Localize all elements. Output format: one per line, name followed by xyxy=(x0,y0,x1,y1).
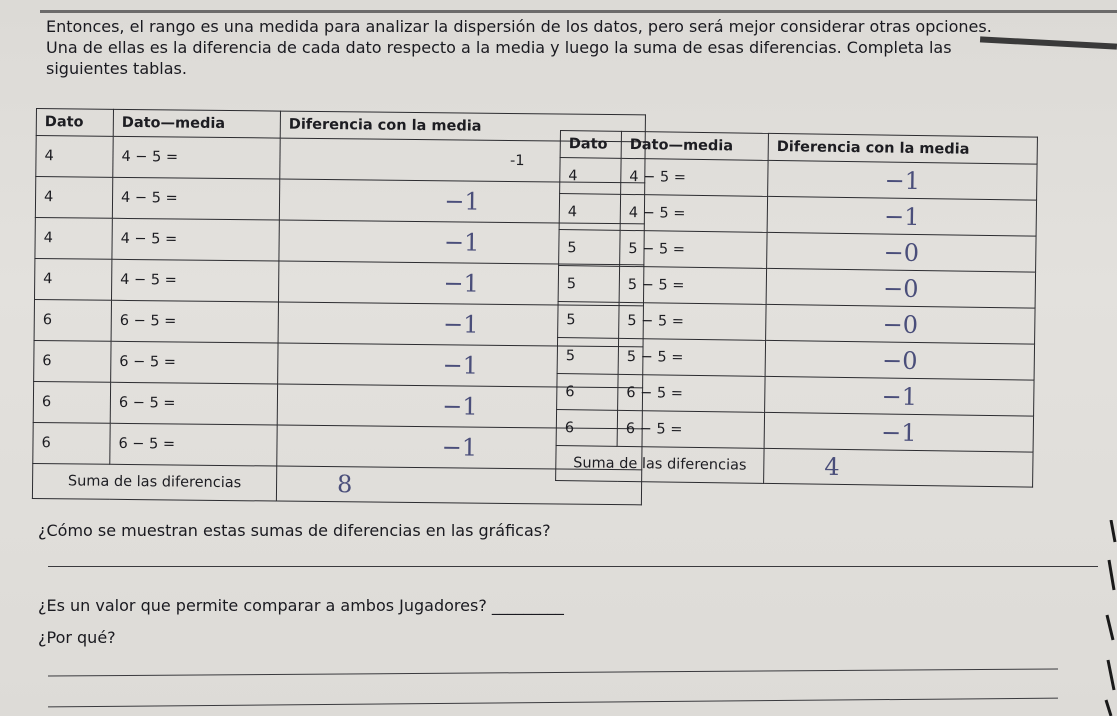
table-jugador-2 xyxy=(555,130,1038,488)
table-row xyxy=(34,299,643,346)
table-row xyxy=(35,217,644,264)
cell-dato: 6 xyxy=(33,381,110,423)
question-2-text: ¿Es un valor que permite comparar a ambos Jugadores? xyxy=(38,596,487,615)
intro-line-3: siguientes tablas. xyxy=(46,59,187,78)
cell-dato: 4 xyxy=(35,177,112,219)
answer-line-1[interactable] xyxy=(48,566,1098,567)
cell-expr: 6 − 5 = xyxy=(111,341,278,384)
sum-value-handwritten[interactable]: 8 xyxy=(276,466,641,505)
table-row xyxy=(34,258,643,305)
cell-expr: 5 − 5 = xyxy=(618,338,765,376)
cell-dato: 6 xyxy=(556,409,617,446)
cell-dato: 4 xyxy=(36,136,113,178)
table-jugador-1 xyxy=(32,108,646,505)
cell-dato: 4 xyxy=(35,217,112,259)
cell-diff-handwritten[interactable]: −1 xyxy=(279,220,644,265)
question-2-blank[interactable]: _________ xyxy=(491,596,564,615)
cell-expr: 6 − 5 = xyxy=(110,423,277,466)
question-2 xyxy=(38,596,564,615)
cell-diff-handwritten[interactable]: −1 xyxy=(278,343,643,388)
cell-expr: 4 − 5 = xyxy=(111,259,278,302)
sum-value-handwritten[interactable]: 4 xyxy=(764,448,1033,487)
header-dato: Dato xyxy=(560,131,621,159)
cell-dato: 6 xyxy=(34,340,111,382)
cell-dato: 5 xyxy=(558,265,619,302)
cell-expr: 4 − 5 = xyxy=(112,218,279,261)
cell-dato: 5 xyxy=(559,229,620,266)
cell-diff-handwritten[interactable]: −0 xyxy=(767,232,1036,272)
intro-line-1: Entonces, el rango es una medida para analizar la dispersión de los datos, pero será mejor considerar otras opciones. xyxy=(46,17,992,36)
cell-diff[interactable]: -1 xyxy=(280,138,645,183)
intro-line-2: Una de ellas es la diferencia de cada dato respecto a la media y luego la suma de esas diferencias. Completa las xyxy=(46,38,952,57)
cell-dato: 6 xyxy=(34,299,111,341)
cell-dato: 6 xyxy=(33,422,110,464)
cell-diff-handwritten[interactable]: −1 xyxy=(768,160,1037,200)
table-row xyxy=(33,422,642,469)
intro-paragraph xyxy=(46,16,1096,79)
cell-diff-handwritten[interactable]: −1 xyxy=(278,302,643,347)
sum-row xyxy=(556,445,1033,487)
cell-expr: 6 − 5 = xyxy=(111,300,278,343)
cell-diff-handwritten[interactable]: −1 xyxy=(767,196,1036,236)
cell-expr: 6 − 5 = xyxy=(110,382,277,425)
question-1: ¿Cómo se muestran estas sumas de diferencias en las gráficas? xyxy=(38,521,551,540)
cell-expr: 4 − 5 = xyxy=(112,177,279,220)
header-dato-media: Dato—media xyxy=(621,131,768,160)
cell-expr: 6 − 5 = xyxy=(618,374,765,412)
cell-diff-handwritten[interactable]: −0 xyxy=(765,340,1034,380)
cell-diff-handwritten[interactable]: −1 xyxy=(277,425,642,470)
top-edge-line xyxy=(40,10,1117,13)
cell-dato: 4 xyxy=(34,258,111,300)
header-diferencia: Diferencia con la media xyxy=(280,111,645,142)
ink-marks-edge xyxy=(1097,520,1117,716)
sum-label: Suma de las diferencias xyxy=(32,463,276,501)
table-row xyxy=(36,136,645,183)
cell-expr: 4 − 5 = xyxy=(113,136,280,179)
table-row xyxy=(35,177,644,224)
cell-diff-handwritten[interactable]: −1 xyxy=(278,261,643,306)
answer-line-2[interactable] xyxy=(48,668,1058,676)
sum-label: Suma de las diferencias xyxy=(556,445,764,483)
table-row xyxy=(34,340,643,387)
cell-diff-handwritten[interactable]: −1 xyxy=(764,412,1033,452)
cell-expr: 5 − 5 = xyxy=(620,230,767,268)
cell-expr: 4 − 5 = xyxy=(620,194,767,232)
question-3: ¿Por qué? xyxy=(38,628,116,647)
cell-diff-handwritten[interactable]: −0 xyxy=(766,268,1035,308)
cell-diff-handwritten[interactable]: −1 xyxy=(279,179,644,224)
table-row xyxy=(33,381,642,428)
answer-line-3[interactable] xyxy=(48,698,1058,708)
cell-dato: 4 xyxy=(559,194,620,231)
cell-diff-handwritten[interactable]: −1 xyxy=(765,376,1034,416)
header-dato: Dato xyxy=(36,109,113,137)
header-dato-media: Dato—media xyxy=(113,109,280,138)
cell-diff-handwritten[interactable]: −1 xyxy=(277,384,642,429)
cell-expr: 4 − 5 = xyxy=(621,158,768,196)
header-diferencia: Diferencia con la media xyxy=(768,133,1037,164)
sum-row xyxy=(32,463,641,504)
cell-dato: 4 xyxy=(560,158,621,195)
cell-dato: 6 xyxy=(557,373,618,410)
cell-expr: 6 − 5 = xyxy=(617,410,764,448)
cell-diff-handwritten[interactable]: −0 xyxy=(766,304,1035,344)
cell-expr: 5 − 5 = xyxy=(619,266,766,304)
cell-dato: 5 xyxy=(557,337,618,374)
cell-expr: 5 − 5 = xyxy=(619,302,766,340)
cell-dato: 5 xyxy=(558,301,619,338)
